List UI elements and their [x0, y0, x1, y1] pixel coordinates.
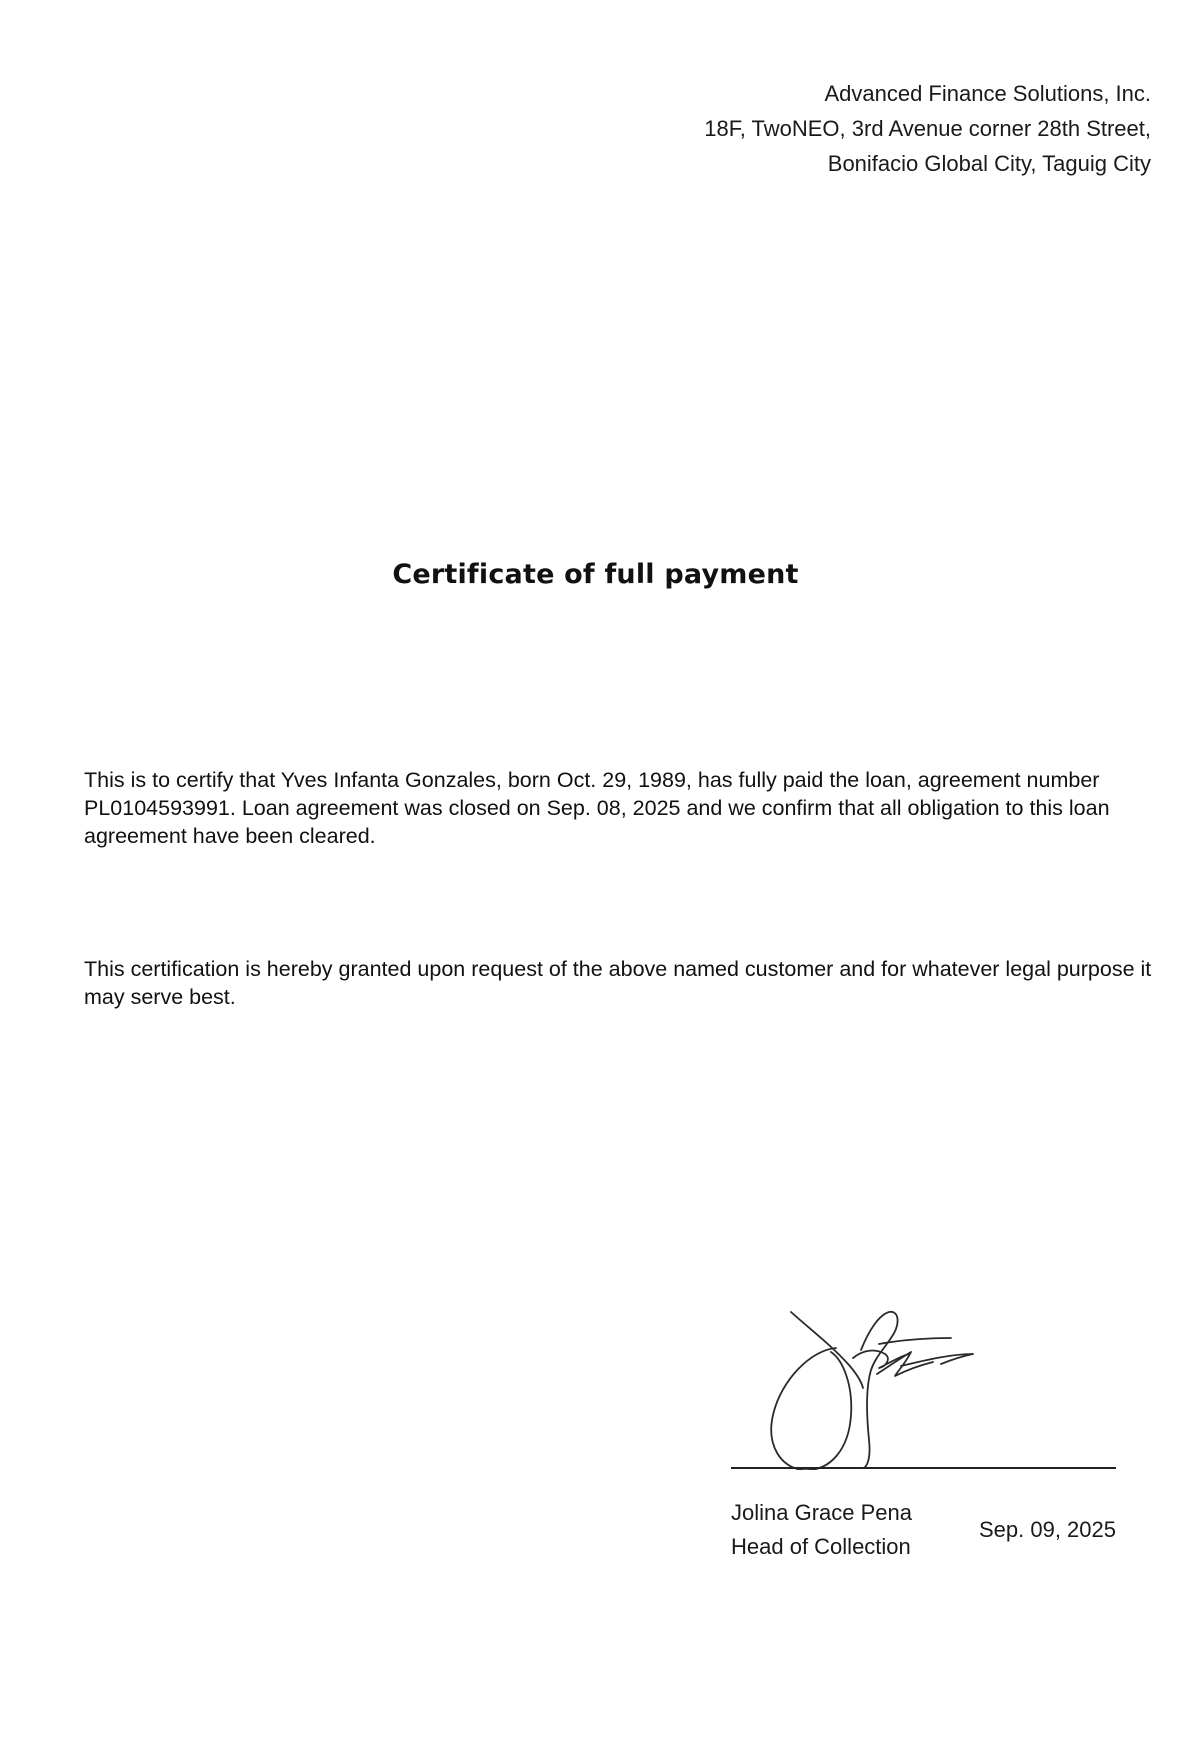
- signatory-role: Head of Collection: [731, 1534, 911, 1559]
- company-address-line1: 18F, TwoNEO, 3rd Avenue corner 28th Street,: [704, 116, 1151, 141]
- purpose-paragraph: This certification is hereby granted upon request of the above named customer and for whatever legal purpose it may serve best.: [84, 957, 1152, 1009]
- signatory-name: Jolina Grace Pena: [731, 1500, 912, 1525]
- signature-date: Sep. 09, 2025: [978, 1517, 1116, 1542]
- handwritten-signature: [751, 1310, 1001, 1470]
- company-address-block: [704, 76, 1151, 181]
- certification-paragraph: This is to certify that Yves Infanta Gonzales, born Oct. 29, 1989, has fully paid the loan, agreement number PL0104593991. Loan agreement was closed on Sep. 08, 2025 and we confirm that all obligation to this loan agreement have been cleared.: [84, 768, 1110, 848]
- signature-line: [731, 1467, 1116, 1469]
- company-name: Advanced Finance Solutions, Inc.: [824, 81, 1151, 106]
- document-title: Certificate of full payment: [392, 559, 799, 590]
- company-address-line2: Bonifacio Global City, Taguig City: [827, 151, 1151, 176]
